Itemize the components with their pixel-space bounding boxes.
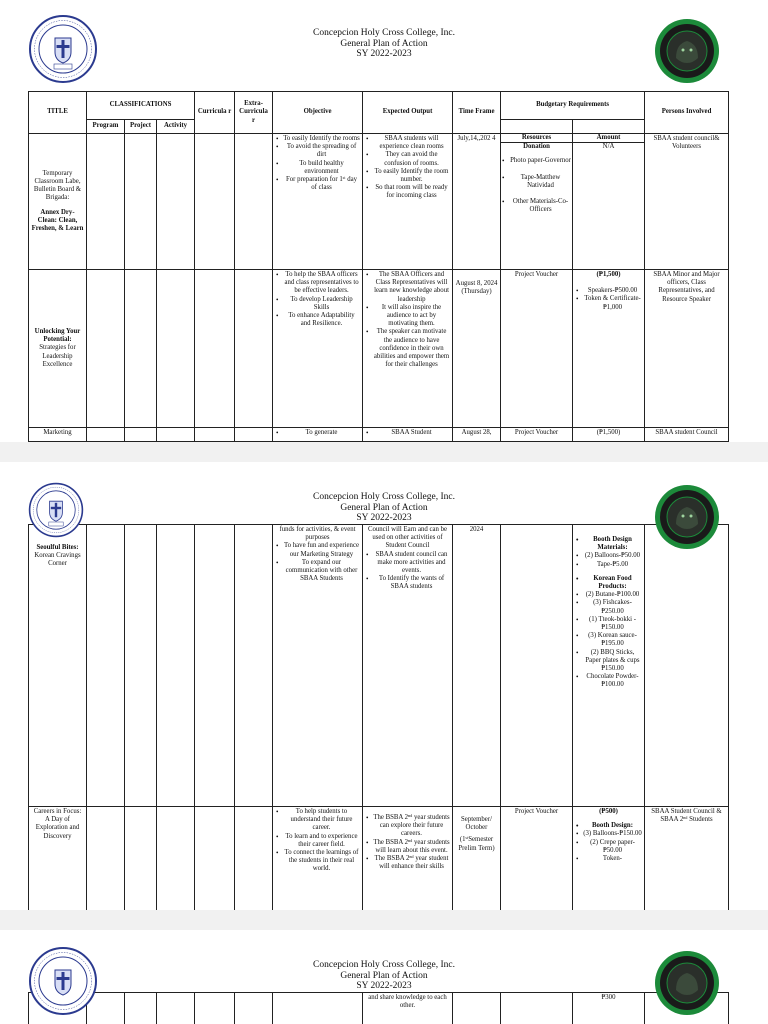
col-program: Program <box>87 120 125 134</box>
document-page-3 <box>0 930 768 1024</box>
col-objective: Objective <box>273 92 363 134</box>
expected-output-cell: Council will Earn and can be used on other activities of Student Council • SBAA student council can make more activities and events. • To Identify the wants of SBAA students <box>363 525 453 807</box>
amount-cell: Amount N/A <box>573 134 645 270</box>
expected-output-cell: • The SBAA Officers and Class Representatives will learn new knowledge about leadership • It will also inspire the audience to act by motivating them. • The speaker can motivate the audience to have confidence in their own abilities and empower them for their challenges <box>363 270 453 428</box>
school-name: Concepcion Holy Cross College, Inc. <box>313 960 455 970</box>
resources-cell: Project Voucher <box>501 428 573 442</box>
persons-cell: SBAA student Council <box>645 428 729 442</box>
table-row <box>29 428 729 442</box>
objective-cell: • To help the SBAA officers and class representatives to be effective leaders. • To develop Leadership Skills • To enhance Adaptability and Resilience. <box>273 270 363 428</box>
expected-output-cell: • SBAA Student <box>363 428 453 442</box>
objective-cell: • To help students to understand their future career. • To learn and to experience their career field. • To connect the learnings of the students in their real world. <box>273 807 363 911</box>
col-project: Project <box>125 120 157 134</box>
plan-title: General Plan of Action <box>340 502 428 513</box>
document-header <box>0 492 768 524</box>
col-persons: Persons Involved <box>645 92 729 134</box>
school-year: SY 2022-2023 <box>356 49 412 59</box>
resources-cell <box>501 525 573 807</box>
plan-table <box>28 91 729 442</box>
school-name: Concepcion Holy Cross College, Inc. <box>313 28 455 38</box>
expected-output-cell: • SBAA students will experience clean rooms • They can avoid the confusion of rooms. • To easily Identify the room number. • So that room will be ready for incoming class <box>363 134 453 270</box>
school-year: SY 2022-2023 <box>356 513 412 523</box>
row-title: Unlocking Your Potential: Strategies for Leadership Excellence <box>29 270 87 428</box>
objective-cell: • To generate <box>273 428 363 442</box>
page-gap <box>0 442 768 462</box>
row-title: Marketing <box>29 428 87 442</box>
table-row <box>29 270 729 428</box>
row-title: Temporary Classroom Labe, Bulletin Board & Brigada: Annex Dry-Clean: Clean, Freshen, & Learn <box>29 134 87 270</box>
persons-cell: SBAA student council& Volunteers <box>645 134 729 270</box>
expected-output-cell: • The BSBA 2ⁿᵈ year students can explore their future careers. • The BSBA 2ⁿᵈ year students will learn about this event. • The BSBA 2ⁿᵈ year student will enhance their skills <box>363 807 453 911</box>
col-budget: Budgetary Requirements <box>501 92 645 120</box>
page-gap <box>0 910 768 930</box>
col-title: TITLE <box>29 92 87 134</box>
document-page-1 <box>0 0 768 442</box>
table-row <box>29 807 729 911</box>
amount-cell: (₱500) • Booth Design: • (3) Balloons-₱150.00 • (2) Crepe paper-₱50.00 • Token- <box>573 807 645 911</box>
persons-cell: SBAA Student Council & SBAA 2ⁿᵈ Students <box>645 807 729 911</box>
time-frame-cell: August 8, 2024 (Thursday) <box>453 270 501 428</box>
document-header <box>0 960 768 992</box>
col-extra-curricular: Extra- Curricula r <box>235 92 273 134</box>
amount-cell: (₱1,500) <box>573 428 645 442</box>
expected-output-cell: and share knowledge to each other. <box>363 993 453 1024</box>
table-row <box>29 134 729 270</box>
col-activity: Activity <box>157 120 195 134</box>
time-frame-cell: 2024 <box>453 525 501 807</box>
amount-cell: (₱1,500) • Speakers-₱500.00 • Token & Certificate-₱1,000 <box>573 270 645 428</box>
resources-cell: Resources Donation • Photo paper-Governor • Tape-Matthew Natividad • Other Materials-Co-Officers <box>501 134 573 270</box>
time-frame-cell: September/ October (1ˢᵗSemester Prelim Term) <box>453 807 501 911</box>
col-expected-output: Expected Output <box>363 92 453 134</box>
plan-title: General Plan of Action <box>340 38 428 49</box>
table-row <box>29 525 729 807</box>
persons-cell <box>645 525 729 807</box>
row-title: Careers in Focus: A Day of Exploration and Discovery <box>29 807 87 911</box>
school-name: Concepcion Holy Cross College, Inc. <box>313 492 455 502</box>
amount-cell: ₱300 <box>573 993 645 1024</box>
resources-cell: Project Voucher <box>501 807 573 911</box>
col-classifications: CLASSIFICATIONS <box>87 92 195 120</box>
time-frame-cell: August 28, <box>453 428 501 442</box>
plan-title: General Plan of Action <box>340 970 428 981</box>
table-row <box>29 993 729 1024</box>
document-page-2 <box>0 462 768 910</box>
col-time-frame: Time Frame <box>453 92 501 134</box>
objective-cell: funds for activities, & event purposes • To have fun and experience our Marketing Strategy • To expand our communication with other SBAA Students <box>273 525 363 807</box>
col-curricular: Curricula r <box>195 92 235 134</box>
document-header <box>0 28 768 60</box>
plan-table <box>28 524 729 910</box>
school-year: SY 2022-2023 <box>356 981 412 991</box>
time-frame-cell: July,14,,202 4 <box>453 134 501 270</box>
objective-cell: • To easily Identify the rooms • To avoid the spreading of dirt • To build healthy environment • For preparation for 1ˢᵗ day of class <box>273 134 363 270</box>
plan-table <box>28 992 729 1024</box>
persons-cell: SBAA Minor and Major officers, Class Representatives, and Resource Speaker <box>645 270 729 428</box>
row-title: Seoulful Bites: Korean Cravings Corner <box>29 525 87 807</box>
resources-cell: Project Voucher <box>501 270 573 428</box>
amount-cell: • Booth Design Materials: • (2) Balloons-₱50.00 • Tape-₱5.00 • Korean Food Products: • (2) Butane-₱100.00 • (3) Fishcakes-₱250.00 • (1) Tteok-bokki - ₱150.00 • (3) Korean sauce-₱195.00 • (2) BBQ Sticks, Paper plates & cups ₱150.00 • Chocolate Powder-₱100.00 <box>573 525 645 807</box>
